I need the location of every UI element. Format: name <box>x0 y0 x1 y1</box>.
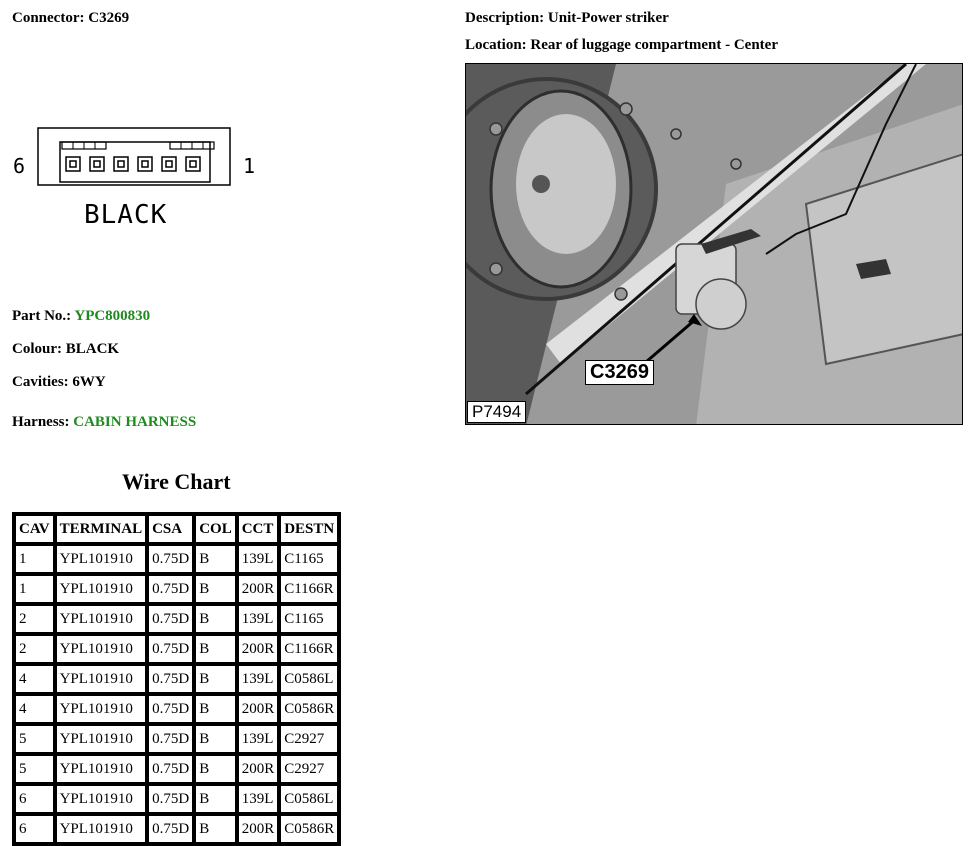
photo-reference-id: P7494 <box>467 401 526 423</box>
location-value: Rear of luggage compartment - Center <box>530 37 778 53</box>
cell-col: B <box>194 754 237 784</box>
cell-csa: 0.75D <box>147 664 194 694</box>
cell-destn: C2927 <box>279 724 339 754</box>
harness-label: Harness: <box>12 414 70 430</box>
column-header-destn: DESTN <box>279 514 339 544</box>
cavities <box>12 374 106 391</box>
cell-col: B <box>194 544 237 574</box>
cell-cct: 200R <box>237 694 280 724</box>
table-row <box>14 634 339 664</box>
cell-csa: 0.75D <box>147 694 194 724</box>
connector-title <box>12 10 129 27</box>
table-row <box>14 724 339 754</box>
cell-col: B <box>194 574 237 604</box>
cell-csa: 0.75D <box>147 544 194 574</box>
table-row <box>14 664 339 694</box>
cell-terminal: YPL101910 <box>55 664 148 694</box>
pin-1-label: 1 <box>243 154 256 178</box>
cell-col: B <box>194 724 237 754</box>
table-row <box>14 574 339 604</box>
cell-destn: C0586R <box>279 694 339 724</box>
cell-col: B <box>194 784 237 814</box>
connector-colour-caption: BLACK <box>84 200 168 230</box>
cell-cav: 1 <box>14 574 55 604</box>
table-row <box>14 784 339 814</box>
column-header-csa: CSA <box>147 514 194 544</box>
colour <box>12 341 119 358</box>
connector-label: Connector: <box>12 10 85 26</box>
cell-csa: 0.75D <box>147 604 194 634</box>
cell-col: B <box>194 814 237 844</box>
table-header-row <box>14 514 339 544</box>
pin-6-label: 6 <box>13 154 26 178</box>
cell-col: B <box>194 604 237 634</box>
part-number-label: Part No.: <box>12 308 72 324</box>
part-number-link[interactable]: YPC800830 <box>74 308 151 324</box>
cell-cct: 139L <box>237 724 280 754</box>
description-value: Unit-Power striker <box>547 10 669 26</box>
cell-csa: 0.75D <box>147 784 194 814</box>
table-row <box>14 694 339 724</box>
cell-cct: 200R <box>237 814 280 844</box>
wire-chart-table <box>12 512 341 846</box>
cell-terminal: YPL101910 <box>55 724 148 754</box>
cell-terminal: YPL101910 <box>55 574 148 604</box>
cell-cav: 4 <box>14 664 55 694</box>
cell-cav: 2 <box>14 604 55 634</box>
cell-col: B <box>194 664 237 694</box>
colour-label: Colour: <box>12 341 62 357</box>
cell-terminal: YPL101910 <box>55 784 148 814</box>
cell-cct: 200R <box>237 634 280 664</box>
cell-cct: 200R <box>237 574 280 604</box>
cell-cav: 5 <box>14 724 55 754</box>
cell-cav: 6 <box>14 814 55 844</box>
cavities-value: 6WY <box>72 374 106 390</box>
cell-terminal: YPL101910 <box>55 694 148 724</box>
cell-csa: 0.75D <box>147 724 194 754</box>
connector-callout: C3269 <box>585 360 654 385</box>
location <box>465 37 778 54</box>
cell-destn: C1165 <box>279 544 339 574</box>
cell-cav: 5 <box>14 754 55 784</box>
column-header-terminal: TERMINAL <box>55 514 148 544</box>
harness <box>12 414 196 431</box>
cell-cav: 6 <box>14 784 55 814</box>
cell-terminal: YPL101910 <box>55 634 148 664</box>
cavities-label: Cavities: <box>12 374 69 390</box>
cell-csa: 0.75D <box>147 574 194 604</box>
connector-value: C3269 <box>88 10 130 26</box>
location-label: Location: <box>465 37 527 53</box>
cell-destn: C1166R <box>279 574 339 604</box>
cell-destn: C0586R <box>279 814 339 844</box>
cell-destn: C1166R <box>279 634 339 664</box>
table-row <box>14 754 339 784</box>
cell-cav: 2 <box>14 634 55 664</box>
cell-cct: 139L <box>237 664 280 694</box>
cell-cct: 200R <box>237 754 280 784</box>
cell-cav: 4 <box>14 694 55 724</box>
location-illustration <box>466 64 963 425</box>
cell-csa: 0.75D <box>147 814 194 844</box>
cell-cct: 139L <box>237 784 280 814</box>
table-row <box>14 604 339 634</box>
cell-col: B <box>194 694 237 724</box>
table-row <box>14 544 339 574</box>
colour-value: BLACK <box>65 341 120 357</box>
cell-terminal: YPL101910 <box>55 814 148 844</box>
cell-terminal: YPL101910 <box>55 754 148 784</box>
column-header-cav: CAV <box>14 514 55 544</box>
cell-csa: 0.75D <box>147 634 194 664</box>
column-header-cct: CCT <box>237 514 280 544</box>
location-photo <box>465 63 963 425</box>
description <box>465 10 669 27</box>
cell-terminal: YPL101910 <box>55 544 148 574</box>
cell-terminal: YPL101910 <box>55 604 148 634</box>
cell-csa: 0.75D <box>147 754 194 784</box>
cell-col: B <box>194 634 237 664</box>
cell-destn: C1165 <box>279 604 339 634</box>
cell-cct: 139L <box>237 604 280 634</box>
cell-cct: 139L <box>237 544 280 574</box>
cell-destn: C0586L <box>279 784 339 814</box>
part-number <box>12 308 150 325</box>
cell-cav: 1 <box>14 544 55 574</box>
description-label: Description: <box>465 10 545 26</box>
cell-destn: C0586L <box>279 664 339 694</box>
wire-chart-title: Wire Chart <box>122 469 231 494</box>
harness-link[interactable]: CABIN HARNESS <box>73 414 197 430</box>
cell-destn: C2927 <box>279 754 339 784</box>
column-header-col: COL <box>194 514 237 544</box>
table-row <box>14 814 339 844</box>
